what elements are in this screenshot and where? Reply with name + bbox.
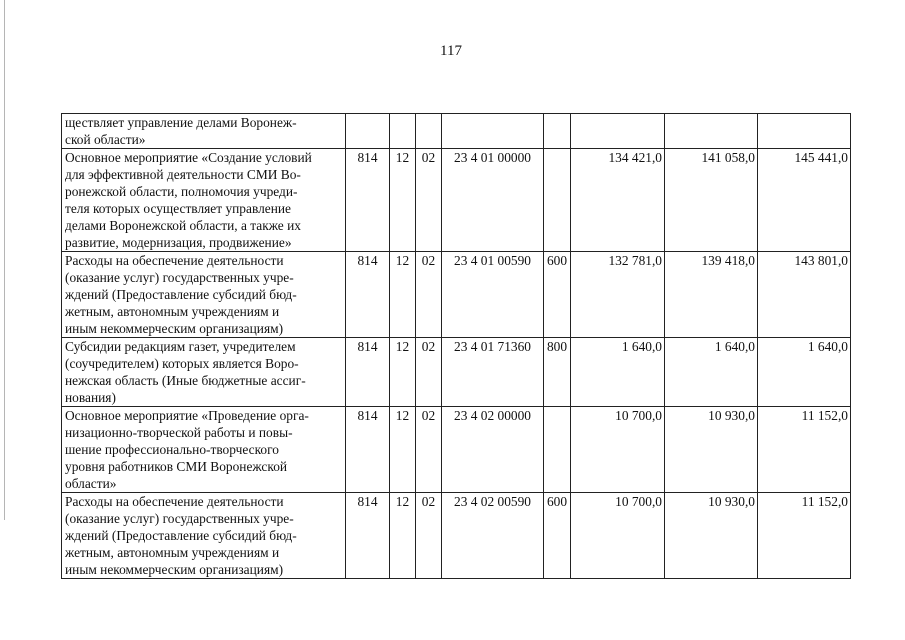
description-line: ществляет управление делами Воронеж- (65, 115, 297, 130)
description-line: ждений (Предоставление субсидий бюд- (65, 287, 297, 302)
description-line: теля которых осуществляет управление (65, 201, 291, 216)
subsection-code-cell: 02 (416, 338, 442, 407)
amount-year2-cell: 139 418,0 (665, 252, 758, 338)
left-margin-rule (4, 0, 5, 520)
target-article-cell: 23 4 02 00590 (442, 493, 544, 579)
description-cell (62, 338, 346, 407)
description-line: развитие, модернизация, продвижение» (65, 235, 292, 250)
expense-type-cell (544, 149, 571, 252)
subsection-code-cell: 02 (416, 252, 442, 338)
table-body (62, 114, 851, 579)
amount-year2-cell: 1 640,0 (665, 338, 758, 407)
amount-year2-cell: 10 930,0 (665, 407, 758, 493)
amount-year2-cell: 10 930,0 (665, 493, 758, 579)
amount-year3-cell: 143 801,0 (758, 252, 851, 338)
description-line: шение профессионально-творческого (65, 442, 279, 457)
section-code-cell: 12 (390, 493, 416, 579)
amount-year3-cell (758, 114, 851, 149)
amount-year1-cell (571, 114, 665, 149)
table-row (62, 252, 851, 338)
description-cell (62, 114, 346, 149)
admin-code-cell (346, 114, 390, 149)
table-row (62, 149, 851, 252)
amount-year3-cell: 145 441,0 (758, 149, 851, 252)
section-code-cell: 12 (390, 252, 416, 338)
admin-code-cell: 814 (346, 407, 390, 493)
section-code-cell (390, 114, 416, 149)
budget-table (61, 113, 851, 579)
admin-code-cell: 814 (346, 338, 390, 407)
description-line: области» (65, 476, 117, 491)
target-article-cell: 23 4 01 71360 (442, 338, 544, 407)
description-cell (62, 252, 346, 338)
description-line: делами Воронежской области, а также их (65, 218, 301, 233)
description-line: жетным, автономным учреждениям и (65, 545, 280, 560)
description-line: Расходы на обеспечение деятельности (65, 494, 284, 509)
target-article-cell: 23 4 02 00000 (442, 407, 544, 493)
expense-type-cell: 800 (544, 338, 571, 407)
description-line: Расходы на обеспечение деятельности (65, 253, 284, 268)
amount-year1-cell: 134 421,0 (571, 149, 665, 252)
description-cell (62, 493, 346, 579)
description-line: ской области» (65, 132, 146, 147)
section-code-cell: 12 (390, 338, 416, 407)
target-article-cell: 23 4 01 00000 (442, 149, 544, 252)
description-line: нования) (65, 390, 116, 405)
description-line: ждений (Предоставление субсидий бюд- (65, 528, 297, 543)
amount-year3-cell: 11 152,0 (758, 493, 851, 579)
admin-code-cell: 814 (346, 252, 390, 338)
subsection-code-cell: 02 (416, 149, 442, 252)
description-line: уровня работников СМИ Воронежской (65, 459, 288, 474)
description-cell (62, 407, 346, 493)
amount-year1-cell: 10 700,0 (571, 407, 665, 493)
admin-code-cell: 814 (346, 149, 390, 252)
table-row (62, 493, 851, 579)
section-code-cell: 12 (390, 407, 416, 493)
amount-year1-cell: 132 781,0 (571, 252, 665, 338)
description-line: (оказание услуг) государственных учре- (65, 270, 294, 285)
expense-type-cell: 600 (544, 493, 571, 579)
amount-year1-cell: 10 700,0 (571, 493, 665, 579)
expense-type-cell: 600 (544, 252, 571, 338)
subsection-code-cell (416, 114, 442, 149)
description-line: нежская область (Иные бюджетные ассиг- (65, 373, 306, 388)
target-article-cell (442, 114, 544, 149)
description-line: Субсидии редакциям газет, учредителем (65, 339, 296, 354)
table-row (62, 407, 851, 493)
subsection-code-cell: 02 (416, 407, 442, 493)
description-line: низационно-творческой работы и повы- (65, 425, 293, 440)
description-line: Основное мероприятие «Проведение орга- (65, 408, 309, 423)
target-article-cell: 23 4 01 00590 (442, 252, 544, 338)
amount-year3-cell: 1 640,0 (758, 338, 851, 407)
description-line: жетным, автономным учреждениям и (65, 304, 280, 319)
subsection-code-cell: 02 (416, 493, 442, 579)
description-line: иным некоммерческим организациям) (65, 321, 284, 336)
table-row (62, 338, 851, 407)
amount-year3-cell: 11 152,0 (758, 407, 851, 493)
expense-type-cell (544, 114, 571, 149)
expense-type-cell (544, 407, 571, 493)
description-line: (оказание услуг) государственных учре- (65, 511, 294, 526)
amount-year1-cell: 1 640,0 (571, 338, 665, 407)
amount-year2-cell (665, 114, 758, 149)
description-line: Основное мероприятие «Создание условий (65, 150, 312, 165)
description-line: для эффективной деятельности СМИ Во- (65, 167, 301, 182)
admin-code-cell: 814 (346, 493, 390, 579)
description-line: ронежской области, полномочия учреди- (65, 184, 298, 199)
amount-year2-cell: 141 058,0 (665, 149, 758, 252)
page-number: 117 (440, 43, 462, 59)
description-line: (соучредителем) которых является Воро- (65, 356, 299, 371)
table-row (62, 114, 851, 149)
description-line: иным некоммерческим организациям) (65, 562, 284, 577)
section-code-cell: 12 (390, 149, 416, 252)
description-cell (62, 149, 346, 252)
